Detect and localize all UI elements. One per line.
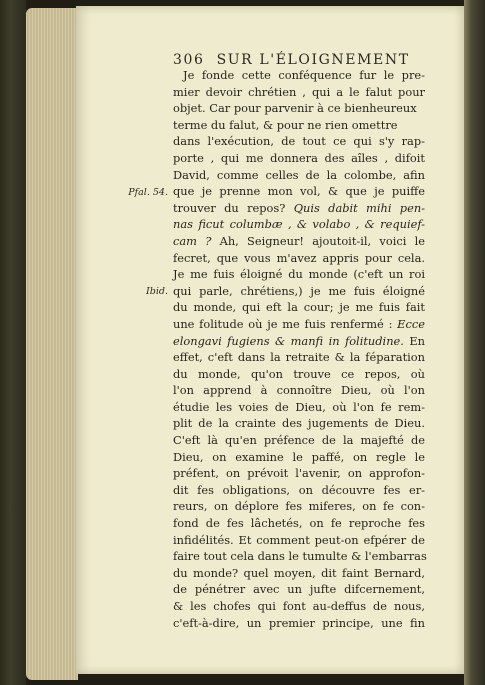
- text-line: Je fonde cette conféquence fur le pre-: [183, 68, 425, 82]
- text-segment: une folitude où je me fuis renfermé :: [173, 316, 393, 331]
- text-line: [173, 200, 425, 217]
- text-line: plit de la crainte des jugements de Dieu.: [173, 416, 425, 431]
- text-line: dans l'exécution, de tout ce qui s'y rap-: [173, 134, 425, 149]
- page-edges: [26, 8, 78, 680]
- text-line: [173, 333, 425, 350]
- text-segment: trouver du repos?: [173, 200, 286, 215]
- text-line: du monde? quel moyen, dit faint Bernard,: [173, 565, 425, 580]
- text-line: [173, 233, 425, 250]
- text-line: préfent, on prévoit l'avenir, on approfon-: [173, 466, 425, 481]
- facing-page-edge: [464, 0, 485, 685]
- text-line: Dieu, on examine le paffé, on regle le: [173, 449, 425, 464]
- latin-quote: Ecce: [397, 316, 425, 331]
- running-head-title: SUR L'ÉLOIGNEMENT: [216, 52, 410, 68]
- running-header: [173, 52, 413, 68]
- text-line: Je me fuis éloigné du monde (c'eft un roi: [173, 267, 425, 282]
- text-line: c'eft-à-dire, un premier principe, une fin: [173, 615, 425, 630]
- text-line: & les chofes qui font au-deffus de nous,: [173, 599, 425, 613]
- text-line: reurs, on déplore fes miferes, on fe con-: [173, 499, 425, 514]
- latin-quote: Quis dabit mihi pen-: [293, 200, 426, 215]
- text-line: fecret, que vous m'avez appris pour cela.: [173, 250, 425, 265]
- book-binding: [0, 0, 26, 685]
- latin-quote: elongavi fugiens & manfi in folitudine.: [173, 333, 404, 348]
- text-segment: Ah, Seigneur! ajoutoit-il, voici le: [219, 233, 426, 248]
- text-line: dit fes obligations, on découvre fes er-: [173, 482, 425, 497]
- text-line: fond de fes lâchetés, on fe reproche fes: [173, 516, 425, 531]
- text-line: infidélités. Et comment peut-on efpérer de: [173, 532, 425, 547]
- text-line: terme du falut, & pour ne rien omettre: [173, 117, 398, 132]
- text-line: que je prenne mon vol, & que je puiffe: [173, 184, 425, 199]
- text-line: étudie les voies de Dieu, où l'on fe rem-: [173, 399, 425, 414]
- text-line: David, comme celles de la colombe, afin: [173, 167, 425, 182]
- text-line: mier devoir chrétien , qui a le falut pour: [173, 84, 425, 99]
- text-line: [173, 316, 425, 333]
- latin-quote: cam ?: [173, 233, 212, 248]
- margin-note-psalm: Pfal. 54.: [128, 187, 168, 198]
- text-line: effet, c'eft dans la retraite & la féparation: [173, 350, 425, 365]
- text-line: l'on apprend à connoître Dieu, où l'on: [173, 383, 425, 398]
- margin-note-ibid: Ibid.: [146, 286, 168, 297]
- text-line: du monde, qu'on trouve ce repos, où: [173, 366, 425, 381]
- text-segment: En: [409, 333, 425, 348]
- text-line: faire tout cela dans le tumulte & l'embarras: [173, 549, 427, 564]
- text-line: qui parle, chrétiens,) je me fuis éloigné: [173, 283, 425, 298]
- latin-quote-line: nas ficut columbæ , & volabo , & requief-: [173, 217, 425, 232]
- text-line: objet. Car pour parvenir à ce bienheureux: [173, 101, 417, 116]
- page-number: 306: [173, 52, 205, 68]
- text-line: de pénétrer avec un jufte difcernement,: [173, 582, 425, 597]
- text-line: C'eft là qu'en préfence de la majefté de: [173, 433, 425, 448]
- body-text: [173, 67, 425, 631]
- text-line: porte , qui me donnera des aîles , difoit: [173, 150, 425, 165]
- text-line: du monde, qui eft la cour; je me fuis fait: [173, 300, 425, 315]
